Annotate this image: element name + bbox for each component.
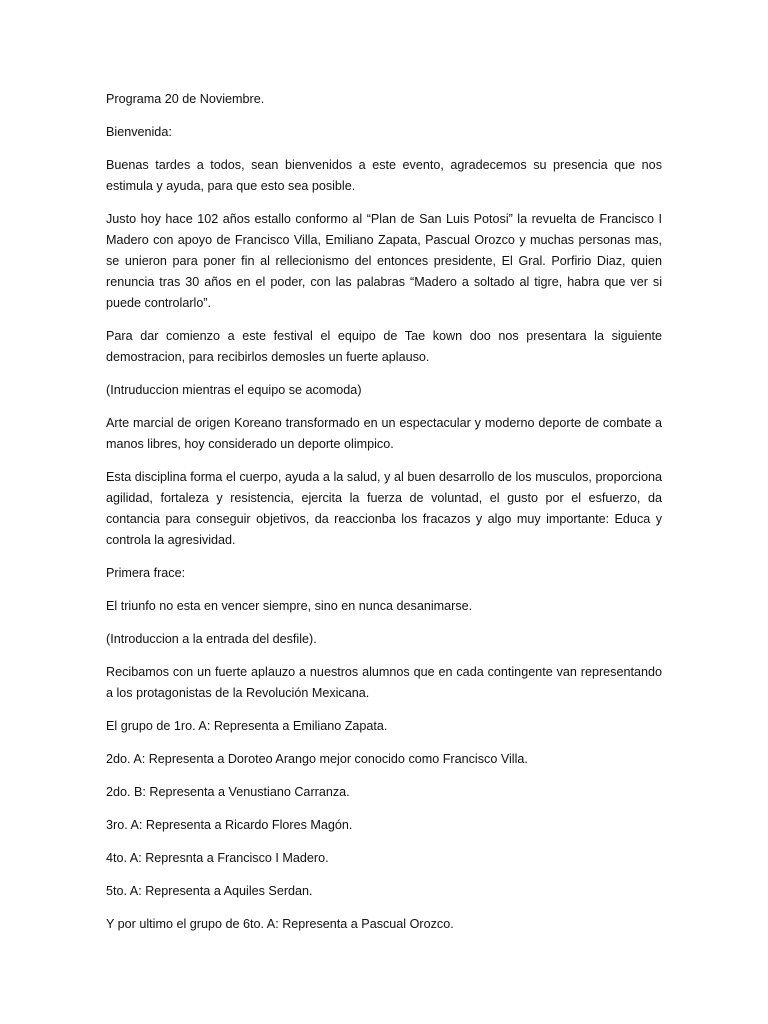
list-item: El grupo de 1ro. A: Representa a Emiliano Zapata. [106, 719, 388, 733]
list-item: Y por ultimo el grupo de 6to. A: Representa a Pascual Orozco. [106, 917, 454, 931]
paragraph-martial-art: Arte marcial de origen Koreano transformado en un espectacular y moderno deporte de combate a manos libres, hoy considerado un deporte olimpico. [106, 416, 662, 451]
section-heading-first-phrase: Primera frace: [106, 566, 186, 580]
paragraph-history: Justo hoy hace 102 años estallo conformo al “Plan de San Luis Potosi” la revuelta de Francisco I Madero con apoyo de Francisco Villa, Emiliano Zapata, Pascual Orozco y muchas personas mas, se unieron para poner fin al rellecionismo del entonces presidente, El Gral. Porfirio Diaz, quien renuncia tras 30 años en el poder, con las palabras “Madero a soltado al tigre, habra que ver si puede controlarlo”. [106, 212, 662, 310]
paragraph-parade: Recibamos con un fuerte aplauzo a nuestros alumnos que en cada contingente van representando a los protagonistas de la Revolución Mexicana. [106, 665, 662, 700]
list-item: 3ro. A: Representa a Ricardo Flores Magón. [106, 818, 353, 832]
stage-direction-parade: (Introduccion a la entrada del desfile). [106, 632, 317, 646]
list-item: 4to. A: Represnta a Francisco I Madero. [106, 851, 329, 865]
paragraph-festival-start: Para dar comienzo a este festival el equipo de Tae kown doo nos presentara la siguiente demostracion, para recibirlos demosles un fuerte aplauso. [106, 329, 662, 364]
document-body [106, 89, 662, 947]
paragraph-discipline: Esta disciplina forma el cuerpo, ayuda a la salud, y al buen desarrollo de los musculos, proporciona agilidad, fortaleza y resistencia, ejercita la fuerza de voluntad, el gusto por el esfuerzo, da contancia para conseguir objetivos, da reaccionba los fracazos y algo muy importante: Educa y controla la agresividad. [106, 470, 662, 547]
stage-direction-intro: (Intruduccion mientras el equipo se acomoda) [106, 383, 362, 397]
list-item: 2do. A: Representa a Doroteo Arango mejor conocido como Francisco Villa. [106, 752, 528, 766]
document-title: Programa 20 de Noviembre. [106, 92, 265, 106]
section-heading-welcome: Bienvenida: [106, 125, 172, 139]
phrase-text: El triunfo no esta en vencer siempre, sino en nunca desanimarse. [106, 599, 473, 613]
list-item: 5to. A: Representa a Aquiles Serdan. [106, 884, 313, 898]
list-item: 2do. B: Representa a Venustiano Carranza. [106, 785, 350, 799]
paragraph-welcome: Buenas tardes a todos, sean bienvenidos a este evento, agradecemos su presencia que nos estimula y ayuda, para que esto sea posible. [106, 158, 662, 193]
